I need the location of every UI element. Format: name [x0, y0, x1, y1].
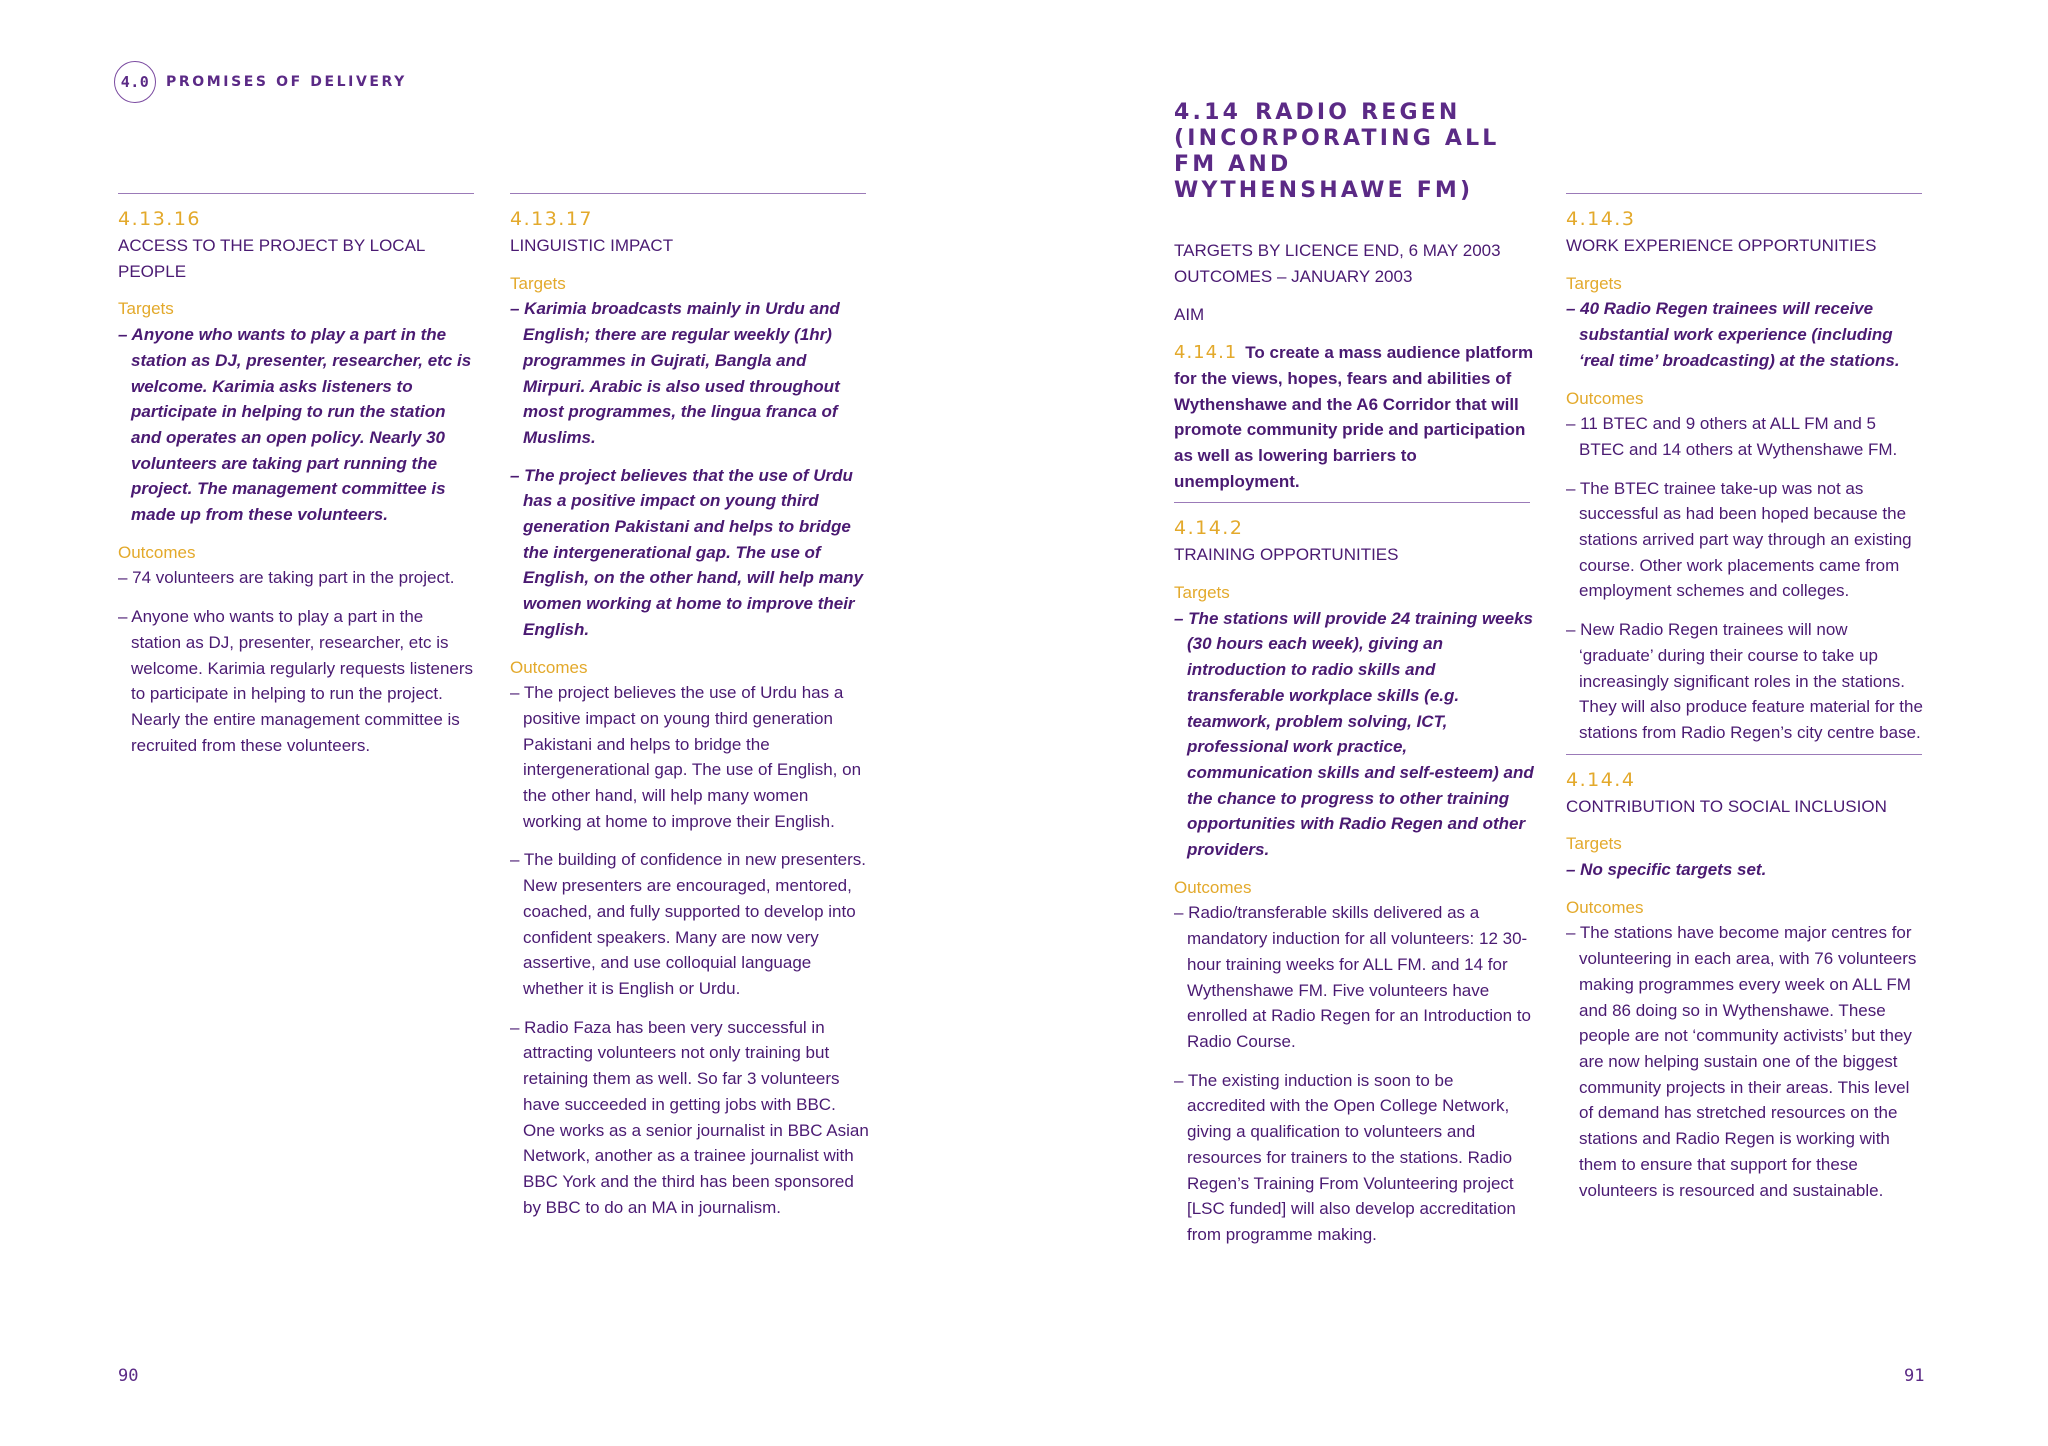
- targets-label: Targets: [1566, 834, 1622, 854]
- target-item: – The stations will provide 24 training weeks (30 hours each week), giving an introduction to radio skills and transferable workplace skills (e.g. teamwork, problem solving, ICT, professional work practice, communication skills and self-esteem) and the chance to progress to other training opportunities with Radio Regen and other providers.: [1174, 608, 1534, 860]
- chapter-title: PROMISES OF DELIVERY: [166, 74, 407, 90]
- section-number: 4.14.2: [1174, 517, 1244, 540]
- outcome-item: – New Radio Regen trainees will now ‘graduate’ during their course to take up increasingly significant roles in the stations. They will also produce feature material for the stations from Radio Regen’s city centre base.: [1566, 620, 1923, 742]
- section-title: LINGUISTIC IMPACT: [510, 236, 674, 255]
- section-title: CONTRIBUTION TO SOCIAL INCLUSION: [1566, 796, 1887, 816]
- outcome-item: – 11 BTEC and 9 others at ALL FM and 5 BTEC and 14 others at Wythenshawe FM.: [1566, 414, 1898, 459]
- outcome-item: – The building of confidence in new presenters. New presenters are encouraged, mentored, coached, and fully supported to develop into confident speakers. Many are now very assertive, and use colloquial language whether it is English or Urdu.: [510, 850, 866, 998]
- outcome-item: – 74 volunteers are taking part in the project.: [118, 568, 455, 588]
- section-title: ACCESS TO THE PROJECT BY LOCAL PEOPLE: [118, 236, 425, 281]
- page-number: 91: [1904, 1366, 1925, 1386]
- section-number: 4.13.17: [510, 208, 594, 230]
- divider: [1174, 502, 1530, 503]
- section-number: 4.14.4: [1566, 768, 1636, 791]
- page-number: 90: [118, 1366, 139, 1386]
- outcome-item: – The project believes the use of Urdu has a positive impact on young third generation Pakistani and helps to bridge the intergenerational gap. The use of English, on the other hand, will help many women working at home to improve their English.: [510, 683, 862, 831]
- targets-label: Targets: [118, 299, 174, 319]
- divider: [1566, 754, 1922, 755]
- outcomes-label: Outcomes: [118, 542, 196, 562]
- aim-statement: [1174, 340, 1534, 494]
- outcomes-label: Outcomes: [1174, 877, 1252, 897]
- aim-number: 4.14.1: [1174, 342, 1238, 364]
- column-4-14-3: [1566, 193, 1926, 1203]
- outcome-item: – Radio Faza has been very successful in attracting volunteers not only training but retaining them as well. So far 3 volunteers have succeeded in getting jobs with BBC. One works as a senior journalist in BBC Asian Network, another as a trainee journalist with BBC York and the third has been sponsored by BBC to do an MA in journalism.: [510, 1017, 869, 1217]
- outcome-item: – Radio/transferable skills delivered as a mandatory induction for all volunteers: 12 30-hour training weeks for ALL FM. and 14 for Wythenshawe FM. Five volunteers have enrolled at Radio Regen for an Introduction to Radio Course.: [1174, 903, 1532, 1051]
- section-heading: [1174, 100, 1534, 204]
- section-number: 4.13.16: [118, 208, 202, 230]
- section-title: WORK EXPERIENCE OPPORTUNITIES: [1566, 236, 1877, 255]
- divider: [1566, 193, 1922, 194]
- outcomes-date: OUTCOMES – JANUARY 2003: [1174, 266, 1413, 286]
- target-item: – No specific targets set.: [1566, 860, 1767, 880]
- aim-text: To create a mass audience platform for the views, hopes, fears and abilities of Wythenshawe and the A6 Corridor that will promote community pride and participation as well as lowering barriers to unemployment.: [1174, 343, 1534, 491]
- target-item: – 40 Radio Regen trainees will receive substantial work experience (including ‘real time’ broadcasting) at the stations.: [1566, 299, 1900, 370]
- column-4-13-17: [510, 193, 870, 1220]
- target-item: – The project believes that the use of Urdu has a positive impact on young third generation Pakistani and helps to bridge the intergenerational gap. The use of English, on the other hand, will help many women working at home to improve their English.: [510, 465, 864, 639]
- section-heading-number: 4.14: [1174, 100, 1242, 125]
- targets-label: Targets: [1174, 583, 1230, 603]
- section-heading-title: RADIO REGEN (INCORPORATING ALL FM AND WYTHENSHAWE FM): [1174, 100, 1500, 203]
- outcomes-label: Outcomes: [510, 657, 588, 677]
- outcomes-label: Outcomes: [1566, 897, 1644, 917]
- divider: [118, 193, 474, 194]
- target-item: – Karimia broadcasts mainly in Urdu and English; there are regular weekly (1hr) programmes in Gujrati, Bangla and Mirpuri. Arabic is also used throughout most programmes, the lingua franca of Muslims.: [510, 299, 840, 447]
- column-4-14: [1174, 100, 1534, 1248]
- section-title: TRAINING OPPORTUNITIES: [1174, 545, 1399, 565]
- targets-label: Targets: [510, 273, 566, 293]
- target-item: – Anyone who wants to play a part in the station as DJ, presenter, researcher, etc is welcome. Karimia asks listeners to participate in helping to run the station and operates an open policy. Nearly 30 volunteers are taking part running the project. The management committee is made up from these volunteers.: [118, 325, 472, 525]
- column-4-13-16: [118, 193, 478, 758]
- outcome-item: – The existing induction is soon to be accredited with the Open College Network, giving a qualification to volunteers and resources for trainers to the stations. Radio Regen’s Training From Volunteering project [LSC funded] will also develop accreditation from programme making.: [1174, 1070, 1516, 1244]
- divider: [510, 193, 866, 194]
- section-number: 4.14.3: [1566, 208, 1636, 230]
- targets-label: Targets: [1566, 273, 1622, 293]
- outcome-item: – Anyone who wants to play a part in the station as DJ, presenter, researcher, etc is welcome. Karimia regularly requests listeners to participate in helping to run the project. Nearly the entire management committee is recruited from these volunteers.: [118, 607, 474, 755]
- outcomes-label: Outcomes: [1566, 388, 1644, 408]
- outcome-item: – The BTEC trainee take-up was not as successful as had been hoped because the stations arrived part way through an existing course. Other work placements came from employment schemes and colleges.: [1566, 478, 1912, 601]
- outcome-item: – The stations have become major centres for volunteering in each area, with 76 volunteers making programmes every week on ALL FM and 86 doing so in Wythenshawe. These people are not ‘community activists’ but they are now helping sustain one of the biggest community projects in their areas. This level of demand has stretched resources on the stations and Radio Regen is working with them to ensure that support for these volunteers is resourced and sustainable.: [1566, 923, 1917, 1200]
- aim-label: AIM: [1174, 305, 1205, 325]
- targets-date: TARGETS BY LICENCE END, 6 MAY 2003: [1174, 241, 1501, 260]
- chapter-badge: 4.0: [114, 61, 156, 103]
